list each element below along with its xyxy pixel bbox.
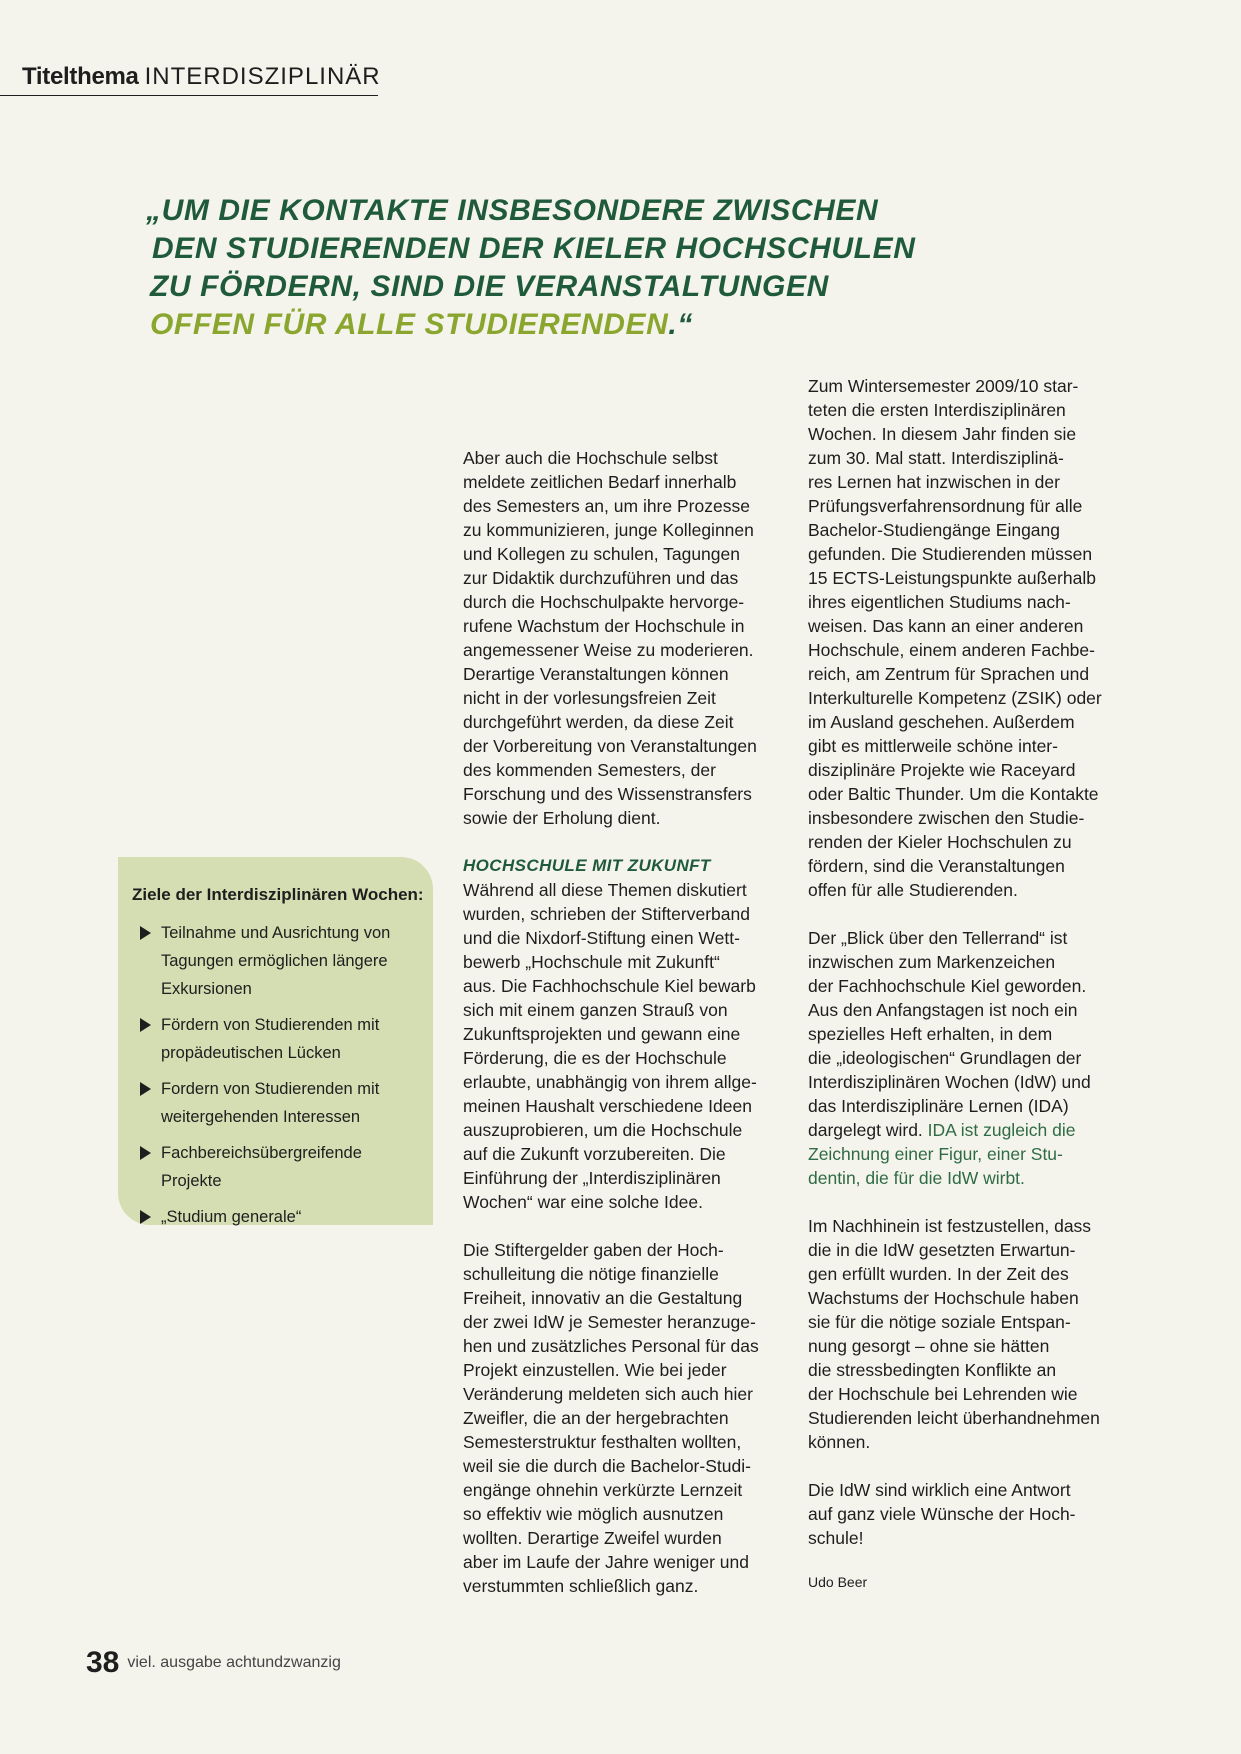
triangle-bullet-icon xyxy=(140,1146,151,1160)
list-item xyxy=(140,1011,425,1067)
pull-quote-accent: OFFEN FÜR ALLE STUDIERENDEN xyxy=(150,308,669,341)
pull-quote-line xyxy=(146,306,1046,344)
list-item-text: „Studium generale“ xyxy=(161,1208,302,1226)
goals-box-title: Ziele der Interdisziplinären Wochen: xyxy=(132,885,424,904)
pull-quote-line: ZU FÖRDERN, SIND DIE VERANSTALTUNGEN xyxy=(150,270,829,303)
article-paragraph: Im Nachhinein ist festzustellen, dass die in die IdW gesetzten Erwartun- gen erfüllt wurden. In der Zeit des Wachstums der Hochschule haben sie für die nötige soziale Entspan- nung gesorgt – ohne sie hätten die stressbedingten Konflikte an der Hochschule bei Lehrenden wie Studierenden leicht überhandnehmen können. xyxy=(808,1216,1100,1452)
article-column-right xyxy=(808,374,1138,1594)
list-item-text: Fachbereichsübergreifende Projekte xyxy=(161,1144,362,1190)
article-paragraph: Die IdW sind wirklich eine Antwort auf ganz viele Wünsche der Hoch- schule! xyxy=(808,1480,1076,1548)
magazine-issue: viel. ausgabe achtundzwanzig xyxy=(127,1654,341,1671)
page-number: 38 xyxy=(86,1646,120,1679)
goals-box xyxy=(118,857,433,1225)
author-signature: Udo Beer xyxy=(808,1574,868,1590)
pull-quote-line: DEN STUDIERENDEN DER KIELER HOCHSCHULEN xyxy=(152,232,916,265)
triangle-bullet-icon xyxy=(140,926,151,940)
goals-list xyxy=(140,919,425,1239)
article-paragraph xyxy=(808,926,1138,1190)
article-subheading: HOCHSCHULE MIT ZUKUNFT xyxy=(463,856,711,875)
pull-quote-line: „UM DIE KONTAKTE INSBESONDERE ZWISCHEN xyxy=(146,194,879,227)
article-paragraph: Während all diese Themen diskutiert wurden, schrieben der Stifterverband und die Nixdorf-Stiftung einen Wett- bewerb „Hochschule mit Zukunft“ aus. Die Fachhochschule Kiel bewarb sich mit einem ganzen Strauß von Zukunftsprojekten und gewann eine Förderung, die es der Hochschule erlaubte, unabhängig von ihrem allge- meinen Haushalt verschiedene Ideen auszuprobieren, um die Hochschule auf die Zukunft vorzubereiten. Die Einführung der „Interdisziplinären Wochen“ war eine solche Idee. xyxy=(463,880,757,1212)
article-column-middle xyxy=(463,446,793,1622)
paragraph-text: Der „Blick über den Tellerrand“ ist inzwischen zum Markenzeichen der Fachhochschule Kiel geworden. Aus den Anfangstagen ist noch ein spezielles Heft erhalten, in dem die „ideologischen“ Grundlagen der Interdisziplinären Wochen (IdW) und das Interdisziplinäre Lernen (IDA) dargelegt wird. xyxy=(808,928,1091,1140)
list-item xyxy=(140,1139,425,1195)
pull-quote-closing: .“ xyxy=(668,308,693,341)
list-item xyxy=(140,919,425,1003)
list-item xyxy=(140,1203,425,1231)
list-item xyxy=(140,1075,425,1131)
article-paragraph: Zum Wintersemester 2009/10 star- teten die ersten Interdisziplinären Wochen. In diesem Jahr finden sie zum 30. Mal statt. Interdisziplinä- res Lernen hat inzwischen in der Prüfungsverfahrensordnung für alle Bachelor-Studiengänge Eingang gefunden. Die Studierenden müssen 15 ECTS-Leistungspunkte außerhalb ihres eigentlichen Studiums nach- weisen. Das kann an einer anderen Hochschule, einem anderen Fachbe- reich, am Zentrum für Sprachen und Interkulturelle Kompetenz (ZSIK) oder im Ausland geschehen. Außerdem gibt es mittlerweile schöne inter- disziplinäre Projekte wie Raceyard oder Baltic Thunder. Um die Kontakte insbesondere zwischen den Studie- renden der Kieler Hochschulen zu fördern, sind die Veranstaltungen offen für alle Studierenden. xyxy=(808,376,1102,900)
list-item-text: Fördern von Studierenden mit propädeutischen Lücken xyxy=(161,1016,380,1062)
highlighted-text: IDA ist zugleich die Zeichnung einer Figur, einer Stu- dentin, die für die IdW wirbt. xyxy=(808,1120,1076,1188)
article-paragraph: Aber auch die Hochschule selbst meldete zeitlichen Bedarf innerhalb des Semesters an, um ihre Prozesse zu kommunizieren, junge Kolleginnen und Kollegen zu schulen, Tagungen zur Didaktik durchzuführen und das durch die Hochschulpakte hervorge- rufene Wachstum der Hochschule in angemessener Weise zu moderieren. Derartige Veranstaltungen können nicht in der vorlesungsfreien Zeit durchgeführt werden, da diese Zeit der Vorbereitung von Veranstaltungen des kommenden Semesters, der Forschung und des Wissenstransfers sowie der Erholung dient. xyxy=(463,448,757,828)
page-footer xyxy=(86,1646,341,1680)
article-paragraph: Die Stiftergelder gaben der Hoch- schulleitung die nötige finanzielle Freiheit, innovativ an die Gestaltung der zwei IdW je Semester heranzuge- hen und zusätzliches Personal für das Projekt einzustellen. Wie bei jeder Veränderung meldeten sich auch hier Zweifler, die an der hergebrachten Semesterstruktur festhalten wollten, weil sie die durch die Bachelor-Studi- engänge ohnehin verkürzte Lernzeit so effektiv wie möglich ausnutzen wollten. Derartige Zweifel wurden aber im Laufe der Jahre weniger und verstummten schließlich ganz. xyxy=(463,1240,759,1596)
page-header xyxy=(22,62,381,92)
triangle-bullet-icon xyxy=(140,1082,151,1096)
section-label: Titelthema xyxy=(22,63,139,90)
list-item-text: Teilnahme und Ausrichtung von Tagungen ermöglichen längere Exkursionen xyxy=(161,924,391,998)
topic-label: INTERDISZIPLINÄR xyxy=(144,63,381,90)
pull-quote xyxy=(146,192,1046,344)
header-divider xyxy=(0,95,378,96)
list-item-text: Fordern von Studierenden mit weitergehenden Interessen xyxy=(161,1080,380,1126)
triangle-bullet-icon xyxy=(140,1210,151,1224)
triangle-bullet-icon xyxy=(140,1018,151,1032)
